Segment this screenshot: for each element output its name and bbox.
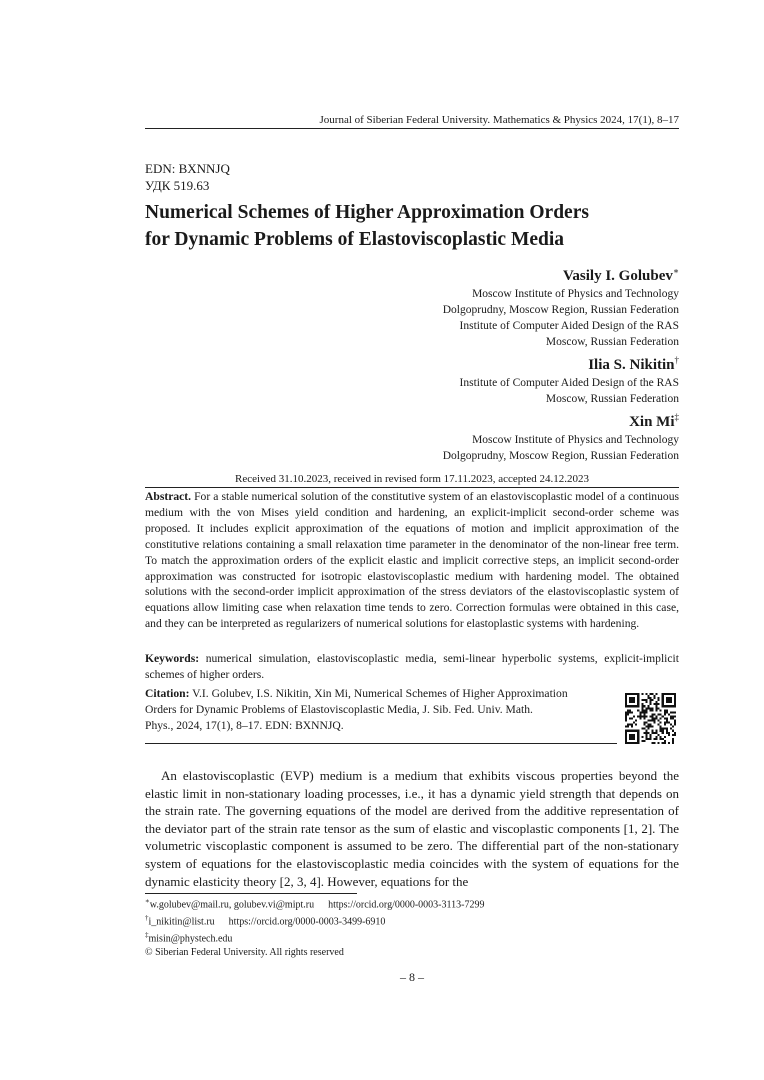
copyright: © Siberian Federal University. All rights reserved <box>145 947 344 959</box>
author-2-affiliation: Moscow, Russian Federation <box>545 393 679 405</box>
author-3-mark: ‡ <box>674 412 679 422</box>
author-2-mark: † <box>674 355 679 365</box>
citation-line: V.I. Golubev, I.S. Nikitin, Xin Mi, Numerical Schemes of Higher Approximation <box>192 687 568 700</box>
citation <box>145 686 617 734</box>
author-2 <box>259 350 679 407</box>
author-3 <box>259 407 679 464</box>
author-block <box>259 261 679 464</box>
footnote <box>145 912 685 929</box>
abstract-text: For a stable numerical solution of the constitutive system of an elastoviscoplastic model of a continuous medium with the von Mises yield condition and hardening, an explicit-implicit second-order scheme was proposed. It includes explicit approximation of the equations of motion and implicit approximation of the constitutive relations containing a small relaxation time parameter in the denominator of the non-linear free term. To match the approximation orders of the explicit elastic and implicit corrective steps, an implicit second-order approximation was constructed for isotropic elastoviscoplastic medium with hardening model. The obtained solutions with the second-order implicit approximation of the stress deviators of the elastoviscoplastic system of equations allow limiting case when relaxation time tends to zero. Correction formulas were obtained in this case, and they can be interpreted as regularizers of numerical solutions for elastoplastic systems with hardening. <box>145 490 680 631</box>
qr-code-icon[interactable] <box>625 693 676 744</box>
received-dates: Received 31.10.2023, received in revised form 17.11.2023, accepted 24.12.2023 <box>235 473 589 485</box>
footnote-mark: † <box>145 914 149 923</box>
edn-line: EDN: BXNNJQ <box>145 161 230 176</box>
author-1 <box>259 261 679 350</box>
footnote-orcid-link[interactable]: https://orcid.org/0000-0003-3499-6910 <box>228 916 386 928</box>
keywords <box>145 651 679 683</box>
paper-title <box>145 199 685 253</box>
author-1-name: Vasily I. Golubev <box>562 268 673 284</box>
author-1-affiliation: Institute of Computer Aided Design of the RAS <box>459 320 679 332</box>
author-2-affiliation: Institute of Computer Aided Design of the RAS <box>459 377 679 389</box>
author-3-affiliation: Dolgoprudny, Moscow Region, Russian Federation <box>442 450 679 462</box>
author-2-name: Ilia S. Nikitin <box>588 357 675 373</box>
footnote-mark: ∗ <box>145 897 150 905</box>
author-1-mark: ∗ <box>672 266 679 276</box>
running-head: Journal of Siberian Federal University. Mathematics & Physics 2024, 17(1), 8–17 <box>319 114 679 126</box>
author-1-affiliation: Moscow, Russian Federation <box>545 336 679 348</box>
footnote-orcid-link[interactable]: https://orcid.org/0000-0003-3113-7299 <box>328 899 485 911</box>
body-paragraph: An elastoviscoplastic (EVP) medium is a medium that exhibits viscous properties beyond the elastic limit in non-stationary loading processes, i.e., it has a dynamic yield strength that depends on the strain rate. The governing equations of the model are derived from the additive representation of the deviator part of the strain rate tensor as the sum of elastic and viscoplastic components [1, 2]. The volumetric viscoplastic component is assumed to be zero. The differential part of the non-stationary system of equations for the elastoviscoplastic media coincides with the system of equations for the dynamic elasticity theory [2, 3, 4]. However, equations for the <box>145 768 679 889</box>
author-1-affiliation: Moscow Institute of Physics and Technology <box>472 288 679 300</box>
footnote-rule <box>145 893 357 894</box>
udk-line: УДК 519.63 <box>145 178 210 193</box>
footnote-emails[interactable]: w.golubev@mail.ru, golubev.vi@mipt.ru <box>149 899 315 911</box>
citation-line: Orders for Dynamic Problems of Elastoviscoplastic Media, J. Sib. Fed. Univ. Math. <box>145 702 533 716</box>
title-line-2: for Dynamic Problems of Elastoviscoplastic Media <box>145 229 565 250</box>
footnote-emails[interactable]: i_nikitin@list.ru <box>148 916 215 928</box>
page-number: – 8 – <box>400 970 424 984</box>
citation-label: Citation: <box>145 687 190 700</box>
keywords-text: numerical simulation, elastoviscoplastic media, semi-linear hyperbolic systems, explicit-implicit schemes of higher orders. <box>145 652 679 681</box>
footnote <box>145 895 685 912</box>
citation-rule <box>145 743 617 744</box>
abstract <box>145 489 679 632</box>
body-text <box>145 767 679 890</box>
keywords-label: Keywords: <box>145 652 200 665</box>
author-3-affiliation: Moscow Institute of Physics and Technology <box>472 434 679 446</box>
abstract-label: Abstract. <box>145 490 192 503</box>
abstract-rule <box>145 487 679 488</box>
footnotes <box>145 895 685 960</box>
footnote-mark: ‡ <box>145 931 149 940</box>
title-line-1: Numerical Schemes of Higher Approximation Orders <box>145 202 589 223</box>
footnote <box>145 929 685 946</box>
header-rule <box>145 128 679 129</box>
citation-line: Phys., 2024, 17(1), 8–17. EDN: BXNNJQ. <box>145 718 344 732</box>
author-3-name: Xin Mi <box>629 414 675 430</box>
author-1-affiliation: Dolgoprudny, Moscow Region, Russian Federation <box>442 304 679 316</box>
footnote-emails[interactable]: misin@phystech.edu <box>148 933 233 945</box>
